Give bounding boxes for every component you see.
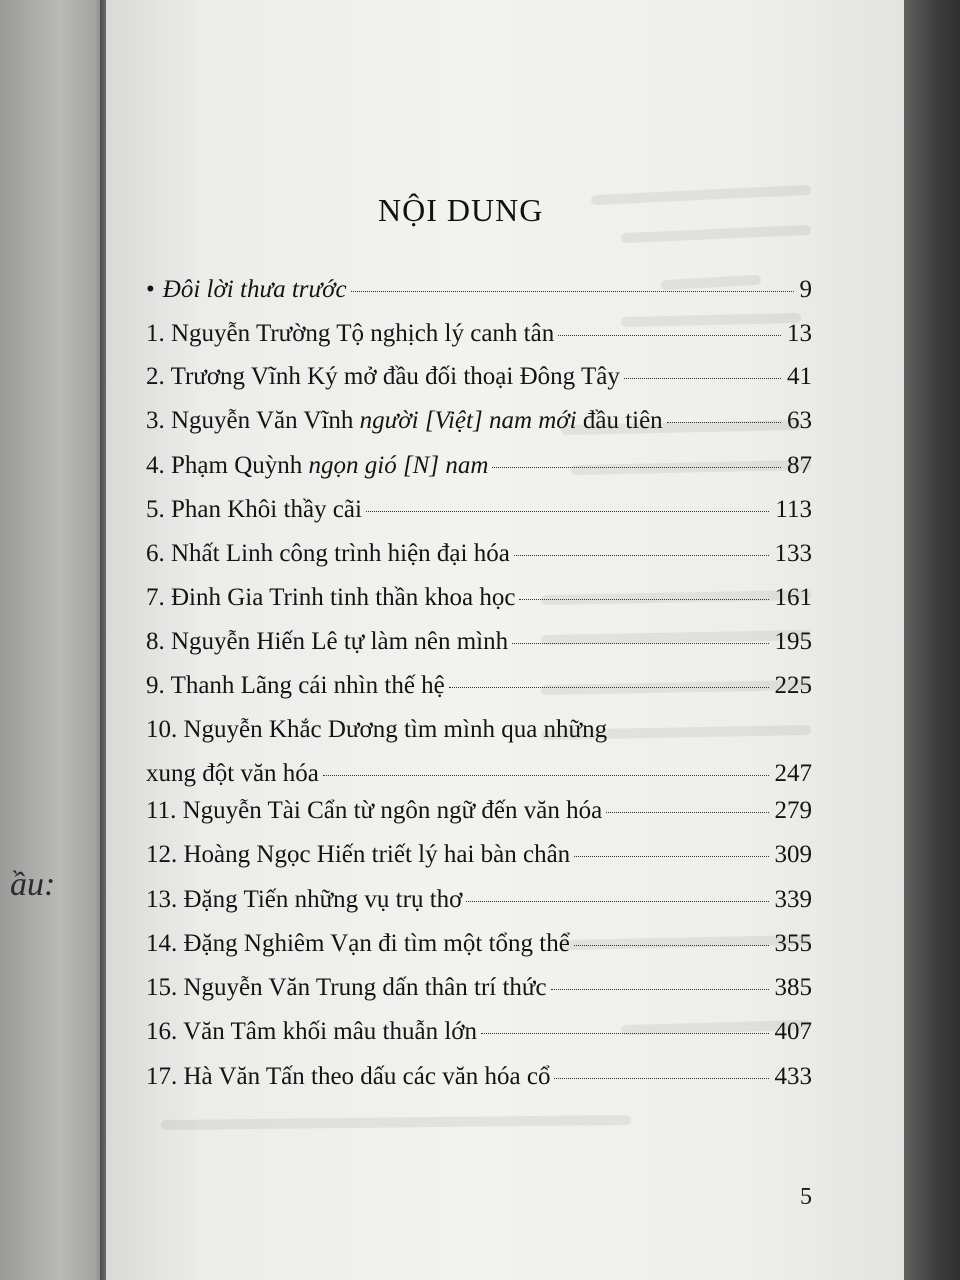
toc-entry-page: 9 [799, 276, 812, 303]
dot-leader [351, 290, 794, 292]
toc-entry-number: 7. [146, 584, 165, 611]
toc-entry[interactable] [146, 275, 812, 305]
toc-entry-title: Phạm Quỳnh [171, 452, 303, 479]
toc-entry-title: Nguyễn Hiến Lê tự làm nên mình [171, 628, 509, 655]
dot-leader [466, 900, 768, 902]
toc-entry-page: 225 [774, 672, 812, 699]
page-number: 5 [800, 1184, 812, 1210]
dot-leader [551, 988, 769, 990]
toc-entry[interactable] [146, 362, 812, 392]
toc-entry-page: 161 [774, 584, 812, 611]
toc-entry[interactable] [146, 973, 812, 1003]
toc-entry-number: 9. [146, 672, 165, 699]
dot-leader [492, 466, 781, 468]
toc-entry-page: 195 [774, 628, 812, 655]
toc-entry-title-italic: ngọn gió [N] nam [308, 452, 489, 479]
toc-entry[interactable] [146, 406, 812, 436]
dot-leader [323, 774, 769, 776]
toc-entry[interactable] [146, 583, 812, 613]
toc-entry-title: Nguyễn Văn Trung dấn thân trí thức [183, 974, 547, 1001]
bullet-icon: • [146, 276, 155, 303]
toc-entry-title: Văn Tâm khối mâu thuẫn lớn [183, 1018, 478, 1045]
toc-entry-title: Phan Khôi thầy cãi [171, 496, 362, 523]
toc-entry-page: 113 [775, 496, 812, 523]
dot-leader [558, 334, 781, 336]
toc-entry-number: 8. [146, 628, 165, 655]
toc-entry-page: 355 [774, 930, 812, 957]
toc-entry[interactable] [146, 796, 812, 826]
dot-leader [574, 944, 769, 946]
toc-entry-number: 10. [146, 716, 178, 743]
left-page-fragment: ầu: [10, 866, 56, 903]
dot-leader [481, 1032, 768, 1034]
toc-entry[interactable] [146, 715, 812, 789]
toc-entry-page: 407 [774, 1018, 812, 1045]
toc-entry[interactable] [146, 539, 812, 569]
dot-leader [574, 855, 768, 857]
toc-entry-page: 385 [774, 974, 812, 1001]
toc-entry-number: 12. [146, 841, 178, 868]
dot-leader [514, 554, 769, 556]
toc-entry-title: Nguyễn Văn Vĩnh [171, 407, 354, 434]
toc-entry-page: 87 [787, 452, 812, 479]
toc-entry-title-continued: xung đột văn hóa [146, 760, 319, 787]
toc-entry[interactable] [146, 451, 812, 481]
toc-entry-title: Nguyễn Khắc Dương tìm mình qua những [183, 716, 608, 743]
dot-leader [554, 1077, 768, 1079]
toc-entry-number: 1. [146, 320, 165, 347]
toc-entry-page: 309 [774, 841, 812, 868]
toc-entry-title: Đôi lời thưa trước [162, 276, 347, 303]
toc-entry[interactable] [146, 671, 812, 701]
dot-leader [624, 377, 781, 379]
toc-entry[interactable] [146, 929, 812, 959]
toc-entry[interactable] [146, 1017, 812, 1047]
toc-entry-number: 11. [146, 797, 177, 824]
toc-entry-page: 433 [774, 1063, 812, 1090]
dot-leader [667, 421, 781, 423]
toc-entry[interactable] [146, 627, 812, 657]
dot-leader [449, 686, 769, 688]
toc-entry[interactable] [146, 885, 812, 915]
toc-title: NỘI DUNG [378, 192, 544, 228]
toc-entry-number: 13. [146, 886, 178, 913]
toc-entry-title: Hoàng Ngọc Hiến triết lý hai bàn chân [183, 841, 571, 868]
toc-entry-number: 5. [146, 496, 165, 523]
toc-entry-number: 15. [146, 974, 178, 1001]
toc-entry-title: Trương Vĩnh Ký mở đầu đối thoại Đông Tây [170, 363, 620, 390]
toc-entry-number: 4. [146, 452, 165, 479]
toc-entry-number: 2. [146, 363, 165, 390]
dot-leader [512, 642, 768, 644]
toc-entry-title: Thanh Lãng cái nhìn thế hệ [170, 672, 445, 699]
toc-entry-page: 339 [774, 886, 812, 913]
toc-entry-title: Nguyễn Tài Cẩn từ ngôn ngữ đến văn hóa [182, 797, 603, 824]
toc-entry-title: Đặng Nghiêm Vạn đi tìm một tổng thể [183, 930, 570, 957]
toc-entry-page: 279 [774, 797, 812, 824]
toc-entry-page: 63 [787, 407, 812, 434]
dot-leader [606, 811, 768, 813]
toc-entry[interactable] [146, 495, 812, 525]
toc-entry-title: Nhất Linh công trình hiện đại hóa [171, 540, 510, 567]
toc-entry-title: Hà Văn Tấn theo dấu các văn hóa cổ [183, 1063, 551, 1090]
toc-entry-title-italic: người [Việt] nam mới [359, 407, 577, 434]
toc-entry-title: Đặng Tiến những vụ trụ thơ [183, 886, 463, 913]
dot-leader [519, 598, 768, 600]
toc-entry[interactable] [146, 840, 812, 870]
toc-entry-title: Nguyễn Trường Tộ nghịch lý canh tân [171, 320, 555, 347]
toc-entry-number: 14. [146, 930, 178, 957]
toc-entry-number: 3. [146, 407, 165, 434]
toc-entry-page: 247 [774, 760, 812, 787]
toc-entry-page: 133 [774, 540, 812, 567]
toc-entry[interactable] [146, 1062, 812, 1092]
toc-entry-page: 41 [787, 363, 812, 390]
toc-entry-number: 17. [146, 1063, 178, 1090]
toc-entry[interactable] [146, 319, 812, 349]
toc-entry-title: Đinh Gia Trinh tinh thần khoa học [171, 584, 516, 611]
toc-entry-number: 6. [146, 540, 165, 567]
toc-entry-title-rest: đầu tiên [582, 407, 663, 434]
toc-entry-page: 13 [787, 320, 812, 347]
dot-leader [366, 510, 769, 512]
toc-entry-number: 16. [146, 1018, 178, 1045]
